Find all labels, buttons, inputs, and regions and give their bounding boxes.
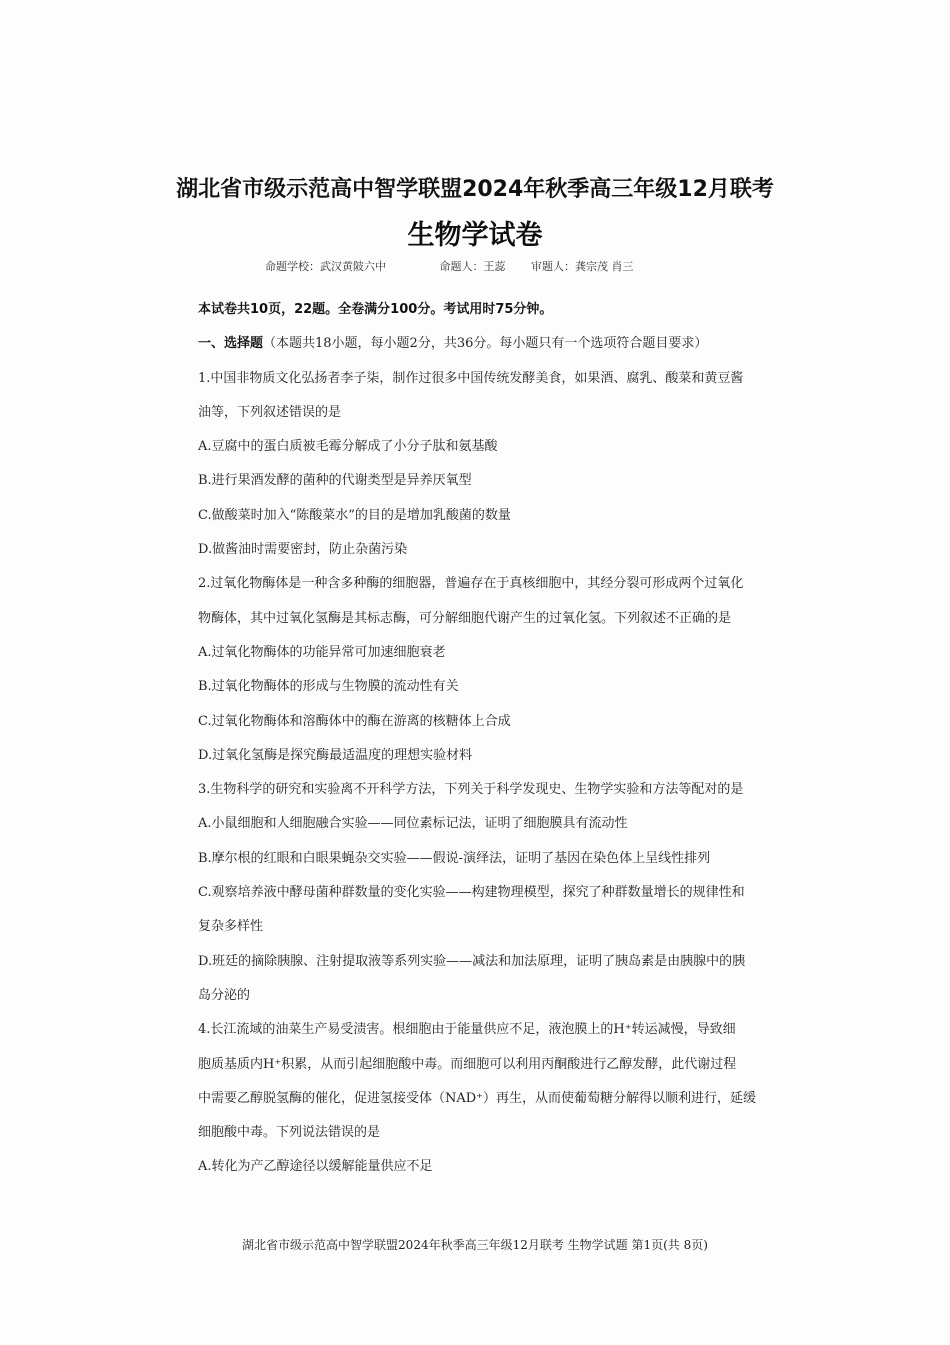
- text-line: A.小鼠细胞和人细胞融合实验——同位素标记法，证明了细胞膜具有流动性: [198, 816, 628, 832]
- text-line: 物酶体，其中过氧化氢酶是其标志酶，可分解细胞代谢产生的过氧化氢。下列叙述不正确的是: [198, 610, 732, 626]
- meta-reviewer: 审题人：龚宗茂 肖三: [531, 260, 634, 273]
- exam-meta: [265, 258, 634, 274]
- text-line: D.过氧化氢酶是探究酶最适温度的理想实验材料: [198, 747, 473, 763]
- text-line: B.过氧化物酶体的形成与生物膜的流动性有关: [198, 679, 459, 695]
- text-line: 1.中国非物质文化弘扬者李子柒，制作过很多中国传统发酵美食，如果酒、腐乳、酸菜和黄豆酱: [198, 370, 744, 386]
- text-line: D.做酱油时需要密封，防止杂菌污染: [198, 542, 408, 558]
- text-line: A.豆腐中的蛋白质被毛霉分解成了小分子肽和氨基酸: [198, 439, 498, 455]
- text-line: C.观察培养液中酵母菌种群数量的变化实验——构建物理模型，探究了种群数量增长的规律性和: [198, 885, 745, 901]
- page-footer: 湖北省市级示范高中智学联盟2024年秋季高三年级12月联考 生物学试题 第1页(共 8页): [242, 1238, 708, 1252]
- text-line: D.班廷的摘除胰腺、注射提取液等系列实验——减法和加法原理，证明了胰岛素是由胰腺中的胰: [198, 953, 746, 969]
- text-line: B.摩尔根的红眼和白眼果蝇杂交实验——假说-演绎法，证明了基因在染色体上呈线性排列: [198, 850, 711, 866]
- text-line: 3.生物科学的研究和实验离不开科学方法，下列关于科学发现史、生物学实验和方法等配对的是: [198, 782, 744, 798]
- exam-intro: 本试卷共10页，22题。全卷满分100分。考试用时75分钟。: [198, 302, 553, 317]
- text-line: C.做酸菜时加入“陈酸菜水”的目的是增加乳酸菌的数量: [198, 507, 511, 523]
- text-line: 4.长江流域的油菜生产易受渍害。根细胞由于能量供应不足，液泡膜上的H⁺转运减慢，导致细: [198, 1022, 736, 1038]
- section-heading: [198, 327, 843, 361]
- text-line: 岛分泌的: [198, 987, 251, 1003]
- exam-content: [198, 293, 843, 1185]
- text-line: B.进行果酒发酵的菌种的代谢类型是异养厌氧型: [198, 473, 472, 489]
- text-line: 复杂多样性: [198, 919, 264, 935]
- exam-title: 湖北省市级示范高中智学联盟2024年秋季高三年级12月联考: [176, 177, 774, 202]
- exam-subtitle: 生物学试卷: [407, 220, 543, 251]
- section-heading-note: （本题共18小题，每小题2分，共36分。每小题只有一个选项符合题目要求）: [263, 336, 708, 352]
- text-line: A.转化为产乙醇途径以缓解能量供应不足: [198, 1159, 433, 1175]
- text-line: A.过氧化物酶体的功能异常可加速细胞衰老: [198, 644, 446, 660]
- text-line: 中需要乙醇脱氢酶的催化，促进氢接受体（NAD⁺）再生，从而使葡萄糖分解得以顺利进行，延缓: [198, 1090, 757, 1106]
- section-heading-title: 一、选择题: [198, 336, 264, 352]
- text-line: 细胞酸中毒。下列说法错误的是: [198, 1125, 381, 1141]
- text-line: C.过氧化物酶体和溶酶体中的酶在游离的核糖体上合成: [198, 713, 511, 729]
- text-line: 2.过氧化物酶体是一种含多种酶的细胞器，普遍存在于真核细胞中，其经分裂可形成两个过氧化: [198, 576, 744, 592]
- meta-school: 命题学校：武汉黄陂六中: [265, 260, 386, 273]
- text-line: 油等，下列叙述错误的是: [198, 404, 342, 420]
- meta-author: 命题人：王蕊: [439, 260, 506, 273]
- text-line: 胞质基质内H⁺积累，从而引起细胞酸中毒。而细胞可以利用丙酮酸进行乙醇发酵，此代谢过程: [198, 1056, 737, 1072]
